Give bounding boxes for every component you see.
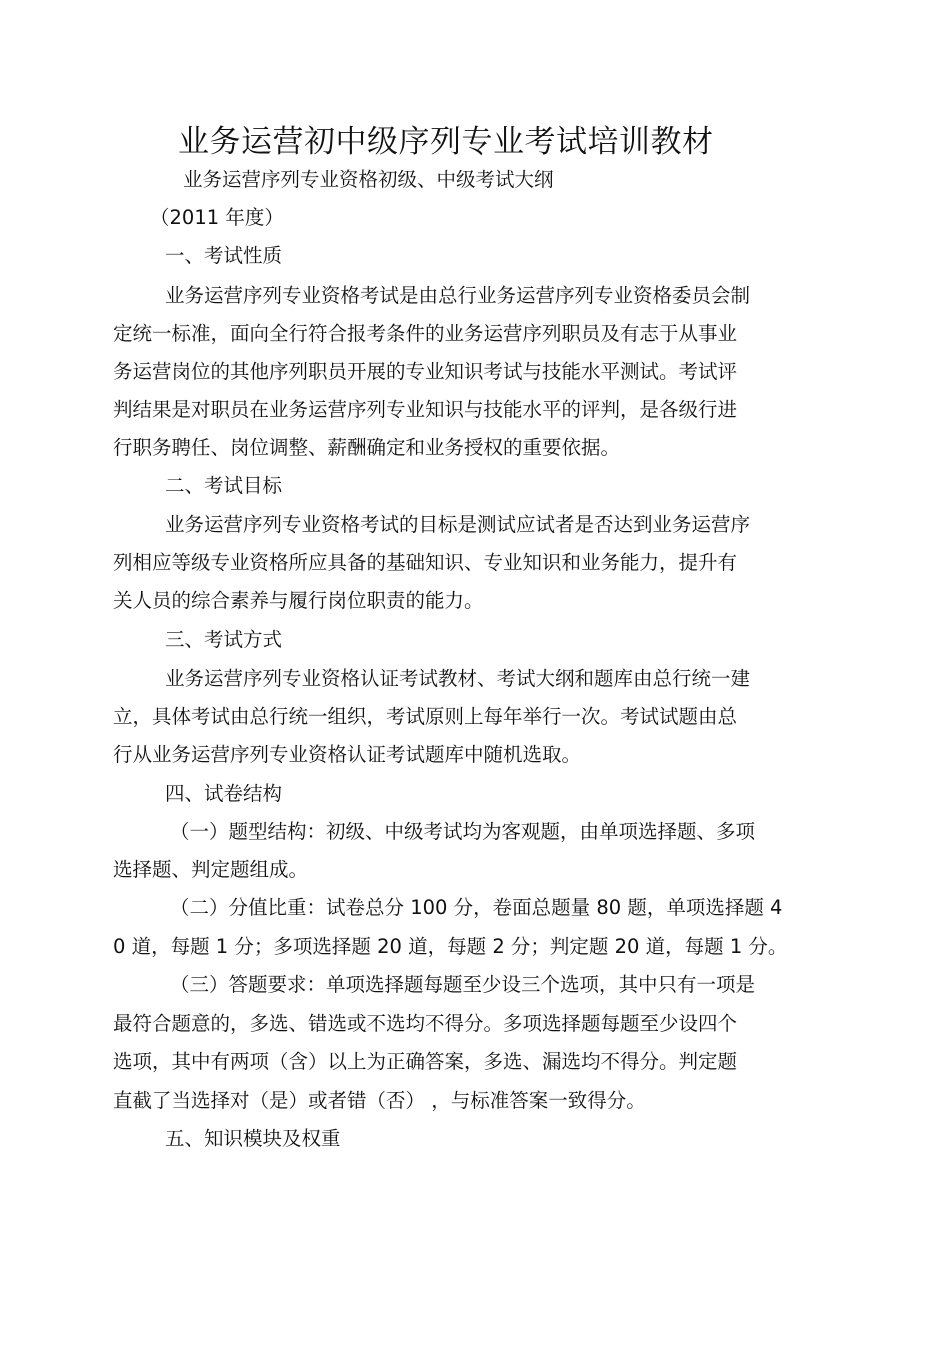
paragraph-line: 最符合题意的，多选、错选或不选均不得分。多项选择题每题至少设四个: [113, 1012, 738, 1035]
section-heading: 三、考试方式: [165, 628, 283, 651]
paragraph-line: 判结果是对职员在业务运营序列专业知识与技能水平的评判，是各级行进: [113, 398, 738, 421]
document-subtitle: 业务运营序列专业资格初级、中级考试大纲: [183, 168, 554, 191]
paragraph-line: 定统一标准，面向全行符合报考条件的业务运营序列职员及有志于从事业: [113, 322, 738, 345]
paragraph-line: 列相应等级专业资格所应具备的基础知识、专业知识和业务能力，提升有: [113, 551, 738, 574]
document-title: 业务运营初中级序列专业考试培训教材: [178, 124, 714, 160]
document-year: （2011 年度）: [150, 206, 284, 229]
paragraph-line: （三）答题要求：单项选择题每题至少设三个选项，其中只有一项是: [170, 973, 756, 996]
paragraph-line: 业务运营序列专业资格考试是由总行业务运营序列专业资格委员会制: [165, 284, 751, 307]
paragraph-line: 行从业务运营序列专业资格认证考试题库中随机选取。: [113, 743, 582, 766]
paragraph-line: 立，具体考试由总行统一组织，考试原则上每年举行一次。考试试题由总: [113, 705, 738, 728]
paragraph-line: 业务运营序列专业资格认证考试教材、考试大纲和题库由总行统一建: [165, 667, 751, 690]
paragraph-line: 选项，其中有两项（含）以上为正确答案，多选、漏选均不得分。判定题: [113, 1050, 738, 1073]
paragraph-line: 业务运营序列专业资格考试的目标是测试应试者是否达到业务运营序: [165, 513, 751, 536]
paragraph-line: 行职务聘任、岗位调整、薪酬确定和业务授权的重要依据。: [113, 436, 621, 459]
section-heading: 四、试卷结构: [165, 782, 283, 805]
paragraph-line: 务运营岗位的其他序列职员开展的专业知识考试与技能水平测试。考试评: [113, 360, 738, 383]
section-heading: 二、考试目标: [165, 474, 283, 497]
section-heading: 五、知识模块及权重: [165, 1127, 341, 1150]
paragraph-line: 0 道，每题 1 分；多项选择题 20 道，每题 2 分；判定题 20 道，每题 1 分。: [113, 935, 788, 958]
paragraph-line: 关人员的综合素养与履行岗位职责的能力。: [113, 589, 484, 612]
paragraph-line: （二）分值比重：试卷总分 100 分，卷面总题量 80 题，单项选择题 4: [170, 896, 783, 919]
paragraph-line: 直截了当选择对（是）或者错（否） ，与标准答案一致得分。: [113, 1089, 646, 1112]
section-heading: 一、考试性质: [165, 244, 283, 267]
paragraph-line: （一）题型结构：初级、中级考试均为客观题，由单项选择题、多项: [170, 820, 756, 843]
paragraph-line: 选择题、判定题组成。: [113, 858, 309, 881]
